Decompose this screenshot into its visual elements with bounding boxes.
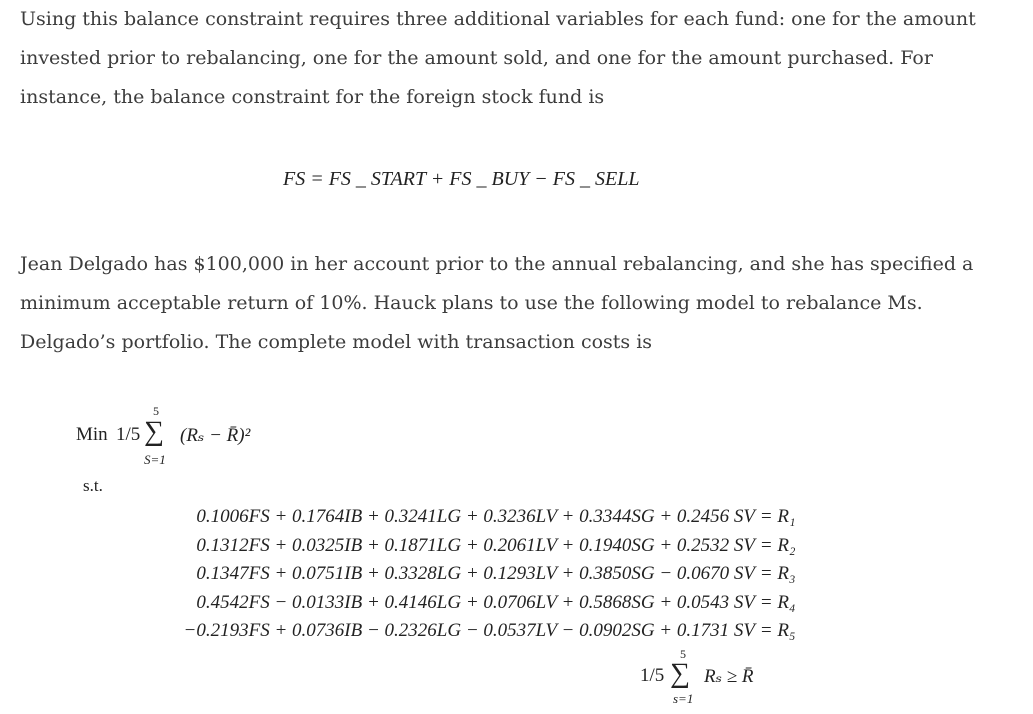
constraint-lhs: 0.1312FS + 0.0325IB + 0.1871LG + 0.2061LV + 0.1940SG + 0.2532 SV (196, 534, 755, 556)
constraint-rhs: = R₃ (759, 563, 796, 584)
average-sum-lower: s=1 (673, 691, 694, 706)
balance-equation: FS = FS _ START + FS _ BUY − FS _ SELL (283, 168, 640, 190)
intro-paragraph: Using this balance constraint requires three additional variables for each fund: one for the amount invested prior to rebalancing, one for the amount sold, and one for the amount purchased. For instance, the balance constraint for the foreign stock fund is (20, 8, 976, 108)
delgado-paragraph: Jean Delgado has $100,000 in her account prior to the annual rebalancing, and she has specified a minimum acceptable return of 10%. Hauck plans to use the following model to rebalance Ms. Delgado’s portfolio. The complete model with transaction costs is (20, 253, 974, 353)
objective-function (76, 402, 336, 472)
average-sigma-symbol: ∑ (670, 658, 690, 689)
constraint-rhs: = R₅ (759, 620, 796, 641)
constraint-lhs: 0.1006FS + 0.1764IB + 0.3241LG + 0.3236LV + 0.3344SG + 0.2456 SV (196, 506, 755, 527)
average-return-constraint (640, 647, 780, 707)
objective-expression: (Rₛ − R̄)² (180, 425, 251, 446)
average-expression: Rₛ ≥ R̄ (704, 666, 754, 687)
average-fraction: 1/5 (640, 665, 665, 686)
objective-sigma-symbol: ∑ (144, 416, 164, 447)
constraint-row (97, 560, 797, 589)
constraint-row (97, 503, 797, 532)
constraint-rhs: = R₂ (759, 534, 796, 556)
constraint-row (97, 532, 797, 561)
constraint-row (97, 589, 797, 618)
objective-min-label: Min (76, 424, 108, 445)
subject-to-label: s.t. (83, 476, 103, 495)
constraint-row (97, 617, 797, 646)
constraint-lhs: 0.1347FS + 0.0751IB + 0.3328LG + 0.1293LV + 0.3850SG − 0.0670 SV (196, 563, 755, 584)
constraint-rhs: = R₄ (759, 591, 796, 613)
average-sum-upper: 5 (680, 647, 686, 661)
objective-sum-lower: S=1 (144, 452, 166, 467)
constraint-lhs: −0.2193FS + 0.0736IB − 0.2326LG − 0.0537LV − 0.0902SG + 0.1731 SV (183, 620, 755, 641)
objective-sum-upper: 5 (153, 404, 159, 418)
constraint-rhs: = R₁ (759, 506, 796, 527)
constraints-list (97, 503, 797, 646)
constraint-lhs: 0.4542FS − 0.0133IB + 0.4146LG + 0.0706LV + 0.5868SG + 0.0543 SV (196, 591, 755, 613)
objective-fraction: 1/5 (116, 424, 141, 445)
